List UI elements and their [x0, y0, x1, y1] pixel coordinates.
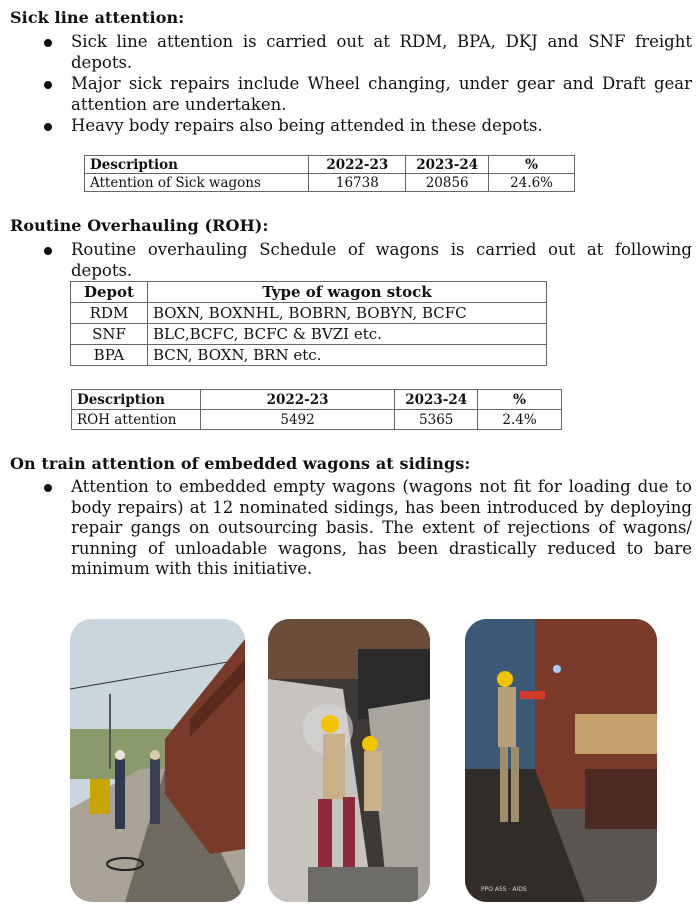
table-header: Description: [85, 156, 309, 174]
table-cell: 2.4%: [478, 410, 562, 430]
list-item: Routine overhauling Schedule of wagons is carried out at following depots.: [0, 240, 692, 281]
table-header: %: [489, 156, 575, 174]
bullet-icon: [44, 247, 52, 255]
table-cell: BOXN, BOXNHL, BOBRN, BOBYN, BCFC: [147, 303, 546, 324]
table-header: 2022-23: [309, 156, 406, 174]
list-item: Major sick repairs include Wheel changing, under gear and Draft gear attention are undertaken.: [0, 74, 692, 115]
sick-wagons-table: [84, 155, 575, 192]
table-cell: 24.6%: [489, 174, 575, 192]
table-cell: Attention of Sick wagons: [85, 174, 309, 192]
sick-line-bullets: [0, 32, 692, 138]
list-item: Attention to embedded empty wagons (wagons not fit for loading due to body repairs) at 12 nominated sidings, has been introduced by deploying repair gangs on outsourcing basis. The extent of rejections of wagons/ running of unloadable wagons, has been drastically reduced to bare minimum with this initiative.: [0, 477, 692, 580]
table-row: [71, 345, 547, 366]
table-cell: ROH attention: [72, 410, 201, 430]
table-cell: SNF: [71, 324, 148, 345]
table-header: Type of wagon stock: [147, 282, 546, 303]
bullet-icon: [44, 484, 52, 492]
table-header-row: [72, 390, 562, 410]
table-cell: BCN, BOXN, BRN etc.: [147, 345, 546, 366]
on-train-heading: On train attention of embedded wagons at sidings:: [10, 454, 471, 473]
table-cell: BPA: [71, 345, 148, 366]
table-cell: 5365: [395, 410, 478, 430]
bullet-icon: [44, 123, 52, 131]
table-header: Depot: [71, 282, 148, 303]
photo-watermark: PPO A5S · AIDS: [481, 886, 527, 893]
photo-rake-repair: [70, 619, 245, 902]
sick-line-heading: Sick line attention:: [10, 8, 185, 27]
bullet-icon: [44, 39, 52, 47]
table-header-row: [71, 282, 547, 303]
table-header: 2023-24: [406, 156, 489, 174]
table-header: Description: [72, 390, 201, 410]
list-item: Heavy body repairs also being attended in these depots.: [0, 116, 692, 137]
roh-bullets: [0, 240, 692, 282]
table-row: [85, 174, 575, 192]
on-train-bullets: [0, 477, 692, 581]
table-header: 2022-23: [200, 390, 394, 410]
table-row: [71, 303, 547, 324]
list-item: Sick line attention is carried out at RDM, BPA, DKJ and SNF freight depots.: [0, 32, 692, 73]
photo-welding-body: [268, 619, 430, 902]
table-header: %: [478, 390, 562, 410]
table-row: [71, 324, 547, 345]
table-row: [72, 410, 562, 430]
table-header-row: [85, 156, 575, 174]
table-header: 2023-24: [395, 390, 478, 410]
roh-stats-table: [71, 389, 562, 430]
table-cell: 5492: [200, 410, 394, 430]
table-cell: 20856: [406, 174, 489, 192]
depot-table: [70, 281, 547, 366]
bullet-icon: [44, 81, 52, 89]
photo-gas-cutting: [465, 619, 657, 902]
table-cell: 16738: [309, 174, 406, 192]
table-cell: BLC,BCFC, BCFC & BVZI etc.: [147, 324, 546, 345]
table-cell: RDM: [71, 303, 148, 324]
roh-heading: Routine Overhauling (ROH):: [10, 216, 269, 235]
